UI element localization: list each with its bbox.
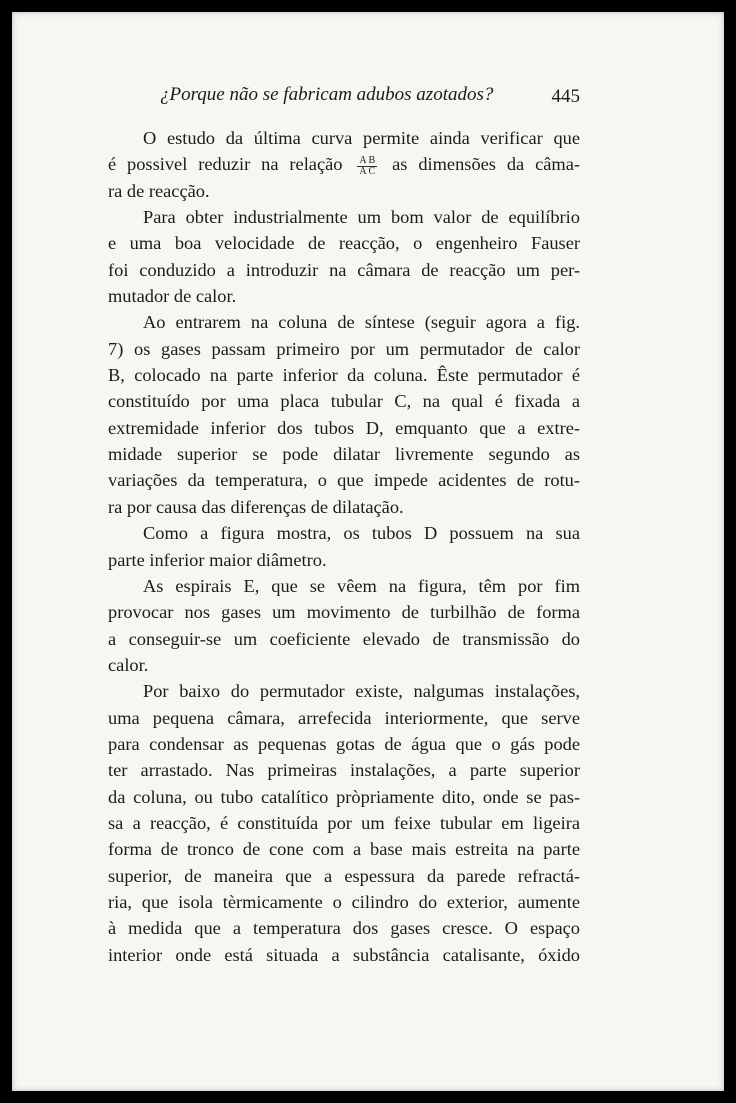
text-line: provocar nos gases um movimento de turbilhão de forma bbox=[108, 602, 580, 623]
text-line: a conseguir-se um coeficiente elevado de transmissão do bbox=[108, 628, 580, 649]
text-line: forma de tronco de cone com a base mais estreita na parte bbox=[108, 839, 580, 860]
text-line: ria, que isola tèrmicamente o cilindro do exterior, aumente bbox=[108, 891, 580, 912]
text-line: constituído por uma placa tubular C, na qual é fixada a bbox=[108, 391, 580, 412]
text-line: ter arrastado. Nas primeiras instalações, a parte superior bbox=[108, 760, 580, 781]
text-segment: é possivel reduzir na relação bbox=[108, 154, 354, 175]
text-line: para condensar as pequenas gotas de água que o gás pode bbox=[108, 733, 580, 754]
text-line: extremidade inferior dos tubos D, emquanto que a extre- bbox=[108, 417, 580, 438]
text-line: à medida que a temperatura dos gases cresce. O espaço bbox=[108, 918, 580, 939]
body-text bbox=[108, 125, 580, 968]
text-line: 7) os gases passam primeiro por um permutador de calor bbox=[108, 338, 580, 359]
text-line: variações da temperatura, o que impede acidentes de rotu- bbox=[108, 470, 580, 491]
text-line: mutador de calor. bbox=[108, 286, 237, 307]
fraction-numerator: A B bbox=[359, 154, 376, 166]
text-line: Para obter industrialmente um bom valor de equilíbrio bbox=[143, 207, 580, 228]
text-line bbox=[108, 151, 580, 177]
text-line: B, colocado na parte inferior da coluna. Êste permutador é bbox=[108, 365, 580, 386]
text-line: midade superior se pode dilatar livremente segundo as bbox=[108, 444, 580, 465]
text-line: Por baixo do permutador existe, nalgumas instalações, bbox=[143, 681, 580, 702]
text-line: sa a reacção, é constituída por um feixe tubular em ligeira bbox=[108, 812, 580, 833]
text-line: uma pequena câmara, arrefecida interiormente, que serve bbox=[108, 707, 580, 728]
text-line: ra por causa das diferenças de dilatação. bbox=[108, 496, 404, 517]
text-line: foi conduzido a introduzir na câmara de reacção um per- bbox=[108, 259, 580, 280]
running-title: ¿Porque não se fabricam adubos azotados? bbox=[160, 84, 494, 105]
text-line: da coluna, ou tubo catalítico pròpriamente dito, onde se pas- bbox=[108, 786, 580, 807]
text-line: ra de reacção. bbox=[108, 180, 210, 201]
text-segment: as dimensões da câma- bbox=[381, 154, 581, 175]
text-line: Como a figura mostra, os tubos D possuem na sua bbox=[143, 523, 580, 544]
text-line: Ao entrarem na coluna de síntese (seguir agora a fig. bbox=[143, 312, 580, 333]
fraction-denominator: A C bbox=[359, 165, 376, 177]
text-line: interior onde está situada a substância catalisante, óxido bbox=[108, 944, 580, 965]
text-line: As espirais E, que se vêem na figura, têm por fim bbox=[143, 575, 580, 596]
text-line: superior, de maneira que a espessura da parede refractá- bbox=[108, 865, 580, 886]
page-number: 445 bbox=[551, 86, 580, 107]
text-line: calor. bbox=[108, 654, 149, 675]
book-page bbox=[12, 12, 724, 1091]
fraction bbox=[357, 156, 377, 177]
text-line: parte inferior maior diâmetro. bbox=[108, 549, 327, 570]
page-header bbox=[160, 84, 580, 114]
text-line: O estudo da última curva permite ainda verificar que bbox=[143, 128, 580, 148]
text-line: e uma boa velocidade de reacção, o engenheiro Fauser bbox=[108, 233, 580, 254]
